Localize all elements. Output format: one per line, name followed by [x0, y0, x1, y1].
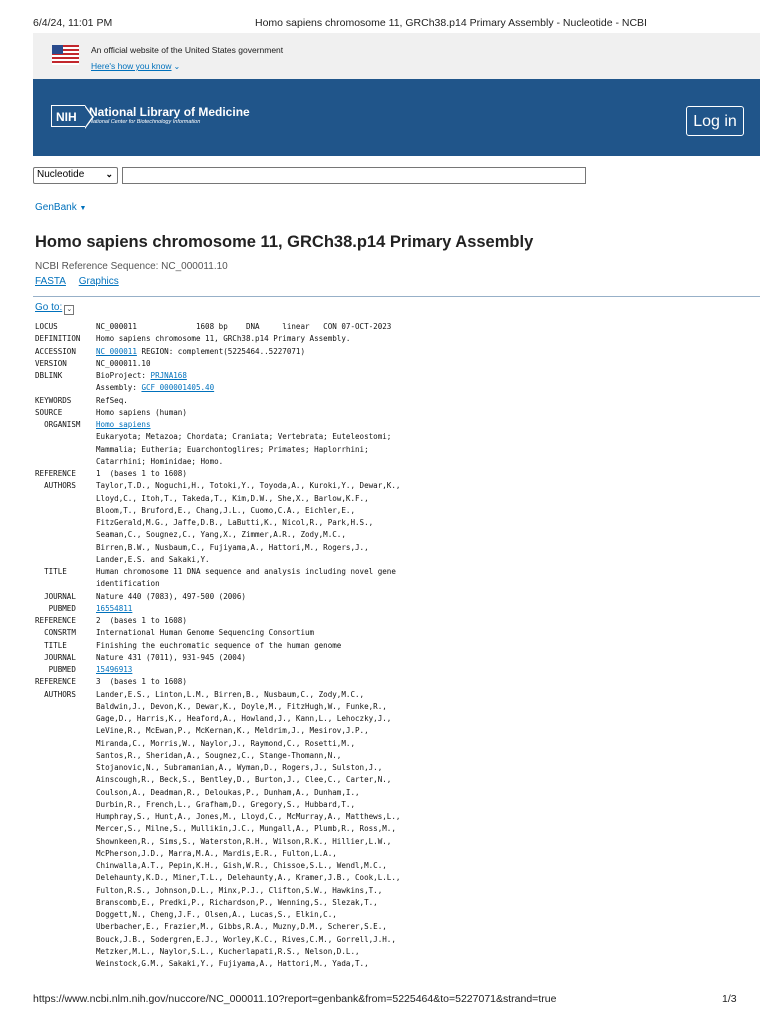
record-line — [35, 713, 755, 725]
record-line — [35, 542, 755, 554]
record-value: Homo sapiens (human) — [96, 407, 187, 417]
record-value: Doggett,N., Cheng,J.F., Olsen,A., Lucas,S., Elkin,C., — [96, 910, 337, 919]
record-value: Metzker,M.L., Naylor,S.L., Kucherlapati,R.S., Nelson,D.L., — [96, 946, 360, 956]
record-line — [35, 664, 755, 676]
record-line — [35, 444, 755, 456]
record-line — [35, 591, 755, 603]
record-link[interactable]: GCF_000001405.40 — [141, 383, 215, 393]
how-you-know-label: Here's how you know — [91, 61, 172, 71]
record-value: Fulton,R.S., Johnson,D.L., Minx,P.J., Clifton,S.W., Hawkins,T., — [96, 885, 383, 895]
fasta-link[interactable]: FASTA — [35, 276, 66, 287]
record-value: International Human Genome Sequencing Consortium — [96, 628, 315, 638]
record-value: Birren,B.W., Nusbaum,C., Fujiyama,A., Hattori,M., Rogers,J., — [96, 542, 369, 552]
record-line — [35, 640, 755, 652]
record-line — [35, 676, 755, 688]
record-field-key: ACCESSION — [35, 346, 76, 356]
record-value: Baldwin,J., Devon,K., Dewar,K., Doyle,M., FitzHugh,W., Funke,R., — [96, 701, 387, 711]
record-field-key: PUBMED — [35, 603, 76, 613]
graphics-link[interactable]: Graphics — [78, 276, 119, 287]
record-value: Homo sapiens chromosome 11, GRCh38.p14 Primary Assembly. — [96, 334, 351, 344]
record-line — [35, 652, 755, 664]
record-line — [35, 468, 755, 480]
chevron-down-icon: ⌄ — [64, 305, 74, 315]
record-value: Coulson,A., Deadman,R., Deloukas,P., Dunham,A., Dunham,I., — [96, 787, 360, 797]
page-title: Homo sapiens chromosome 11, GRCh38.p14 Primary Assembly — [35, 233, 534, 251]
record-field-key: REFERENCE — [35, 616, 76, 625]
record-line — [35, 762, 755, 774]
chevron-down-icon: ⌄ — [173, 62, 181, 71]
chevron-down-icon: ▼ — [79, 205, 87, 212]
record-line — [35, 885, 755, 897]
reference-sequence-id: NCBI Reference Sequence: NC_000011.10 — [35, 261, 228, 272]
record-line — [35, 431, 755, 443]
record-line — [35, 934, 755, 946]
record-line — [35, 554, 755, 566]
record-line — [35, 860, 755, 872]
record-value: Bloom,T., Bruford,E., Chang,J.L., Cuomo,C.A., Eichler,E., — [96, 505, 355, 515]
record-line — [35, 836, 755, 848]
record-value: Santos,R., Sheridan,A., Sougnez,C., Stange-Thomann,N., — [96, 750, 342, 760]
record-value: Lander,E.S., Linton,L.M., Birren,B., Nusbaum,C., Zody,M.C., — [96, 689, 365, 699]
record-value: Weinstock,G.M., Sakaki,Y., Fujiyama,A., Hattori,M., Yada,T., — [96, 959, 369, 968]
chevron-down-icon: ⌄ — [105, 169, 113, 179]
print-page-number: 1/3 — [722, 993, 737, 1005]
goto-label: Go to: — [35, 302, 63, 313]
record-link[interactable]: 16554811 — [96, 603, 133, 613]
genbank-record — [35, 321, 755, 981]
record-field-key: JOURNAL — [35, 652, 76, 662]
record-line — [35, 529, 755, 541]
record-line — [35, 811, 755, 823]
record-value: McPherson,J.D., Marra,M.A., Mardis,E.R., Fulton,L.A., — [96, 848, 337, 858]
record-field-key: PUBMED — [35, 665, 76, 674]
record-value: Delehaunty,K.D., Miner,T.L., Delehaunty,A., Kramer,J.B., Cook,L.L., — [96, 873, 401, 883]
record-value: LeVine,R., McEwan,P., McKernan,K., Meldrim,J., Mesirov,J.P., — [96, 726, 369, 736]
record-line — [35, 505, 755, 517]
record-value: 1 (bases 1 to 1608) — [96, 469, 187, 478]
print-datetime: 6/4/24, 11:01 PM — [33, 17, 113, 29]
record-value: Shownkeen,R., Sims,S., Waterston,R.H., Wilson,R.K., Hillier,L.W., — [96, 836, 392, 846]
record-value: Nature 431 (7011), 931-945 (2004) — [96, 652, 246, 662]
record-field-key: AUTHORS — [35, 689, 76, 699]
record-value: Humphray,S., Hunt,A., Jones,M., Lloyd,C., McMurray,A., Matthews,L., — [96, 812, 401, 821]
record-value: RefSeq. — [96, 395, 128, 405]
record-line — [35, 958, 755, 970]
login-button[interactable]: Log in — [686, 106, 744, 136]
record-field-key: AUTHORS — [35, 481, 76, 491]
record-line — [35, 370, 755, 382]
record-value: NC_000011.10 — [96, 358, 151, 368]
record-link[interactable]: NC_000011 — [96, 346, 137, 356]
record-line — [35, 480, 755, 492]
record-line — [35, 701, 755, 713]
record-field-key: KEYWORDS — [35, 395, 72, 405]
record-line — [35, 946, 755, 958]
record-value: 3 (bases 1 to 1608) — [96, 677, 187, 687]
record-line — [35, 848, 755, 860]
record-link[interactable]: 15496913 — [96, 665, 133, 674]
record-line — [35, 346, 755, 358]
record-value: Uberbacher,E., Frazier,M., Gibbs,R.A., Muzny,D.M., Scherer,S.E., — [96, 922, 387, 932]
record-value: Catarrhini; Hominidae; Homo. — [96, 456, 224, 466]
record-link[interactable]: Homo sapiens — [96, 420, 151, 429]
record-line — [35, 872, 755, 884]
record-value: 2 (bases 1 to 1608) — [96, 616, 187, 625]
print-page-title: Homo sapiens chromosome 11, GRCh38.p14 Primary Assembly - Nucleotide - NCBI — [255, 17, 647, 29]
record-line — [35, 358, 755, 370]
record-link[interactable]: PRJNA168 — [150, 371, 187, 380]
record-line — [35, 578, 755, 590]
record-field-key: TITLE — [35, 567, 67, 576]
record-line — [35, 897, 755, 909]
record-value: REGION: complement(5225464..5227071) — [136, 346, 306, 356]
record-value: Human chromosome 11 DNA sequence and analysis including novel gene — [96, 567, 396, 576]
record-value: Ainscough,R., Beck,S., Bentley,D., Burton,J., Clee,C., Carter,N., — [96, 775, 392, 785]
record-field-key: SOURCE — [35, 407, 63, 417]
record-value: FitzGerald,M.G., Jaffe,D.B., LaButti,K., Nicol,R., Park,H.S., — [96, 518, 374, 527]
record-value: identification — [96, 579, 160, 589]
record-value: Seaman,C., Sougnez,C., Yang,X., Zimmer,A.R., Zody,M.C., — [96, 530, 346, 540]
record-value: Lloyd,C., Itoh,T., Takeda,T., Kim,D.W., She,X., Barlow,K.F., — [96, 493, 369, 503]
print-header — [0, 0, 768, 32]
record-line — [35, 921, 755, 933]
record-value: Durbin,R., French,L., Grafham,D., Gregory,S., Hubbard,T., — [96, 799, 355, 809]
record-field-key: DEFINITION — [35, 334, 81, 344]
record-line — [35, 407, 755, 419]
record-value: Finishing the euchromatic sequence of the human genome — [96, 640, 342, 650]
record-field-key: DBLINK — [35, 371, 63, 380]
format-links — [35, 276, 129, 287]
record-line — [35, 517, 755, 529]
nlm-header — [33, 79, 760, 156]
gov-banner — [33, 33, 760, 79]
record-line — [35, 395, 755, 407]
record-value: Gage,D., Harris,K., Heaford,A., Howland,J., Kann,L., Lehoczky,J., — [96, 714, 392, 723]
record-line — [35, 738, 755, 750]
record-value: NC_000011 1608 bp DNA linear CON 07-OCT-2023 — [96, 322, 392, 331]
record-line — [35, 321, 755, 333]
goto-menu[interactable] — [35, 302, 74, 315]
record-value: Bouck,J.B., Sodergren,E.J., Worley,K.C., Rives,C.M., Gorrell,J.H., — [96, 934, 396, 944]
nlm-name[interactable]: National Library of Medicine — [89, 105, 250, 119]
record-line — [35, 725, 755, 737]
record-value: Taylor,T.D., Noguchi,H., Totoki,Y., Toyoda,A., Kuroki,Y., Dewar,K., — [96, 481, 401, 491]
nih-logo[interactable]: NIH — [51, 105, 85, 127]
record-line — [35, 823, 755, 835]
record-value: Miranda,C., Morris,W., Naylor,J., Raymond,C., Rosetti,M., — [96, 738, 355, 748]
record-line — [35, 774, 755, 786]
ncbi-subtitle: National Center for Biotechnology Information — [89, 119, 201, 125]
record-line — [35, 603, 755, 615]
official-website-text: An official website of the United States government — [91, 45, 284, 55]
us-flag-icon — [52, 45, 79, 65]
record-value: Lander,E.S. and Sakaki,Y. — [96, 554, 210, 564]
record-value: Eukaryota; Metazoa; Chordata; Craniata; Vertebrata; Euteleostomi; — [96, 432, 392, 442]
record-value: Stojanovic,N., Subramanian,A., Wyman,D., Rogers,J., Sulston,J., — [96, 763, 383, 772]
record-line — [35, 382, 755, 394]
record-field-key: REFERENCE — [35, 677, 76, 687]
record-value: Chinwalla,A.T., Pepin,K.H., Gish,W.R., Chissoe,S.L., Wendl,M.C., — [96, 861, 387, 870]
record-field-key: REFERENCE — [35, 469, 76, 478]
record-line — [35, 689, 755, 701]
search-input[interactable] — [122, 167, 586, 184]
divider — [33, 296, 760, 297]
how-you-know-link[interactable] — [91, 61, 180, 71]
record-line — [35, 799, 755, 811]
record-line — [35, 493, 755, 505]
genbank-format-menu[interactable] — [35, 202, 86, 213]
record-field-key: JOURNAL — [35, 591, 76, 601]
record-field-key: CONSRTM — [35, 628, 76, 638]
genbank-format-label: GenBank — [35, 202, 77, 213]
print-url: https://www.ncbi.nlm.nih.gov/nuccore/NC_000011.10?report=genbank&from=5225464&to=5227071&strand=true — [33, 993, 557, 1005]
record-field-key: ORGANISM — [35, 420, 81, 429]
database-select-value: Nucleotide — [37, 169, 85, 180]
record-line — [35, 566, 755, 578]
record-value: Assembly: — [96, 383, 142, 393]
record-line — [35, 909, 755, 921]
record-line — [35, 333, 755, 345]
record-field-key: TITLE — [35, 640, 67, 650]
record-field-key: LOCUS — [35, 322, 58, 331]
database-select[interactable] — [33, 167, 118, 184]
record-field-key: VERSION — [35, 358, 67, 368]
record-line — [35, 419, 755, 431]
record-value: Mammalia; Eutheria; Euarchontoglires; Primates; Haplorrhini; — [96, 444, 369, 454]
record-line — [35, 787, 755, 799]
record-line — [35, 750, 755, 762]
record-value: Branscomb,E., Predki,P., Richardson,P., Wenning,S., Slezak,T., — [96, 897, 378, 907]
record-line — [35, 615, 755, 627]
record-value: BioProject: — [96, 371, 151, 380]
record-line — [35, 456, 755, 468]
record-line — [35, 627, 755, 639]
record-value: Mercer,S., Milne,S., Mullikin,J.C., Mungall,A., Plumb,R., Ross,M., — [96, 824, 396, 834]
record-value: Nature 440 (7083), 497-500 (2006) — [96, 591, 246, 601]
